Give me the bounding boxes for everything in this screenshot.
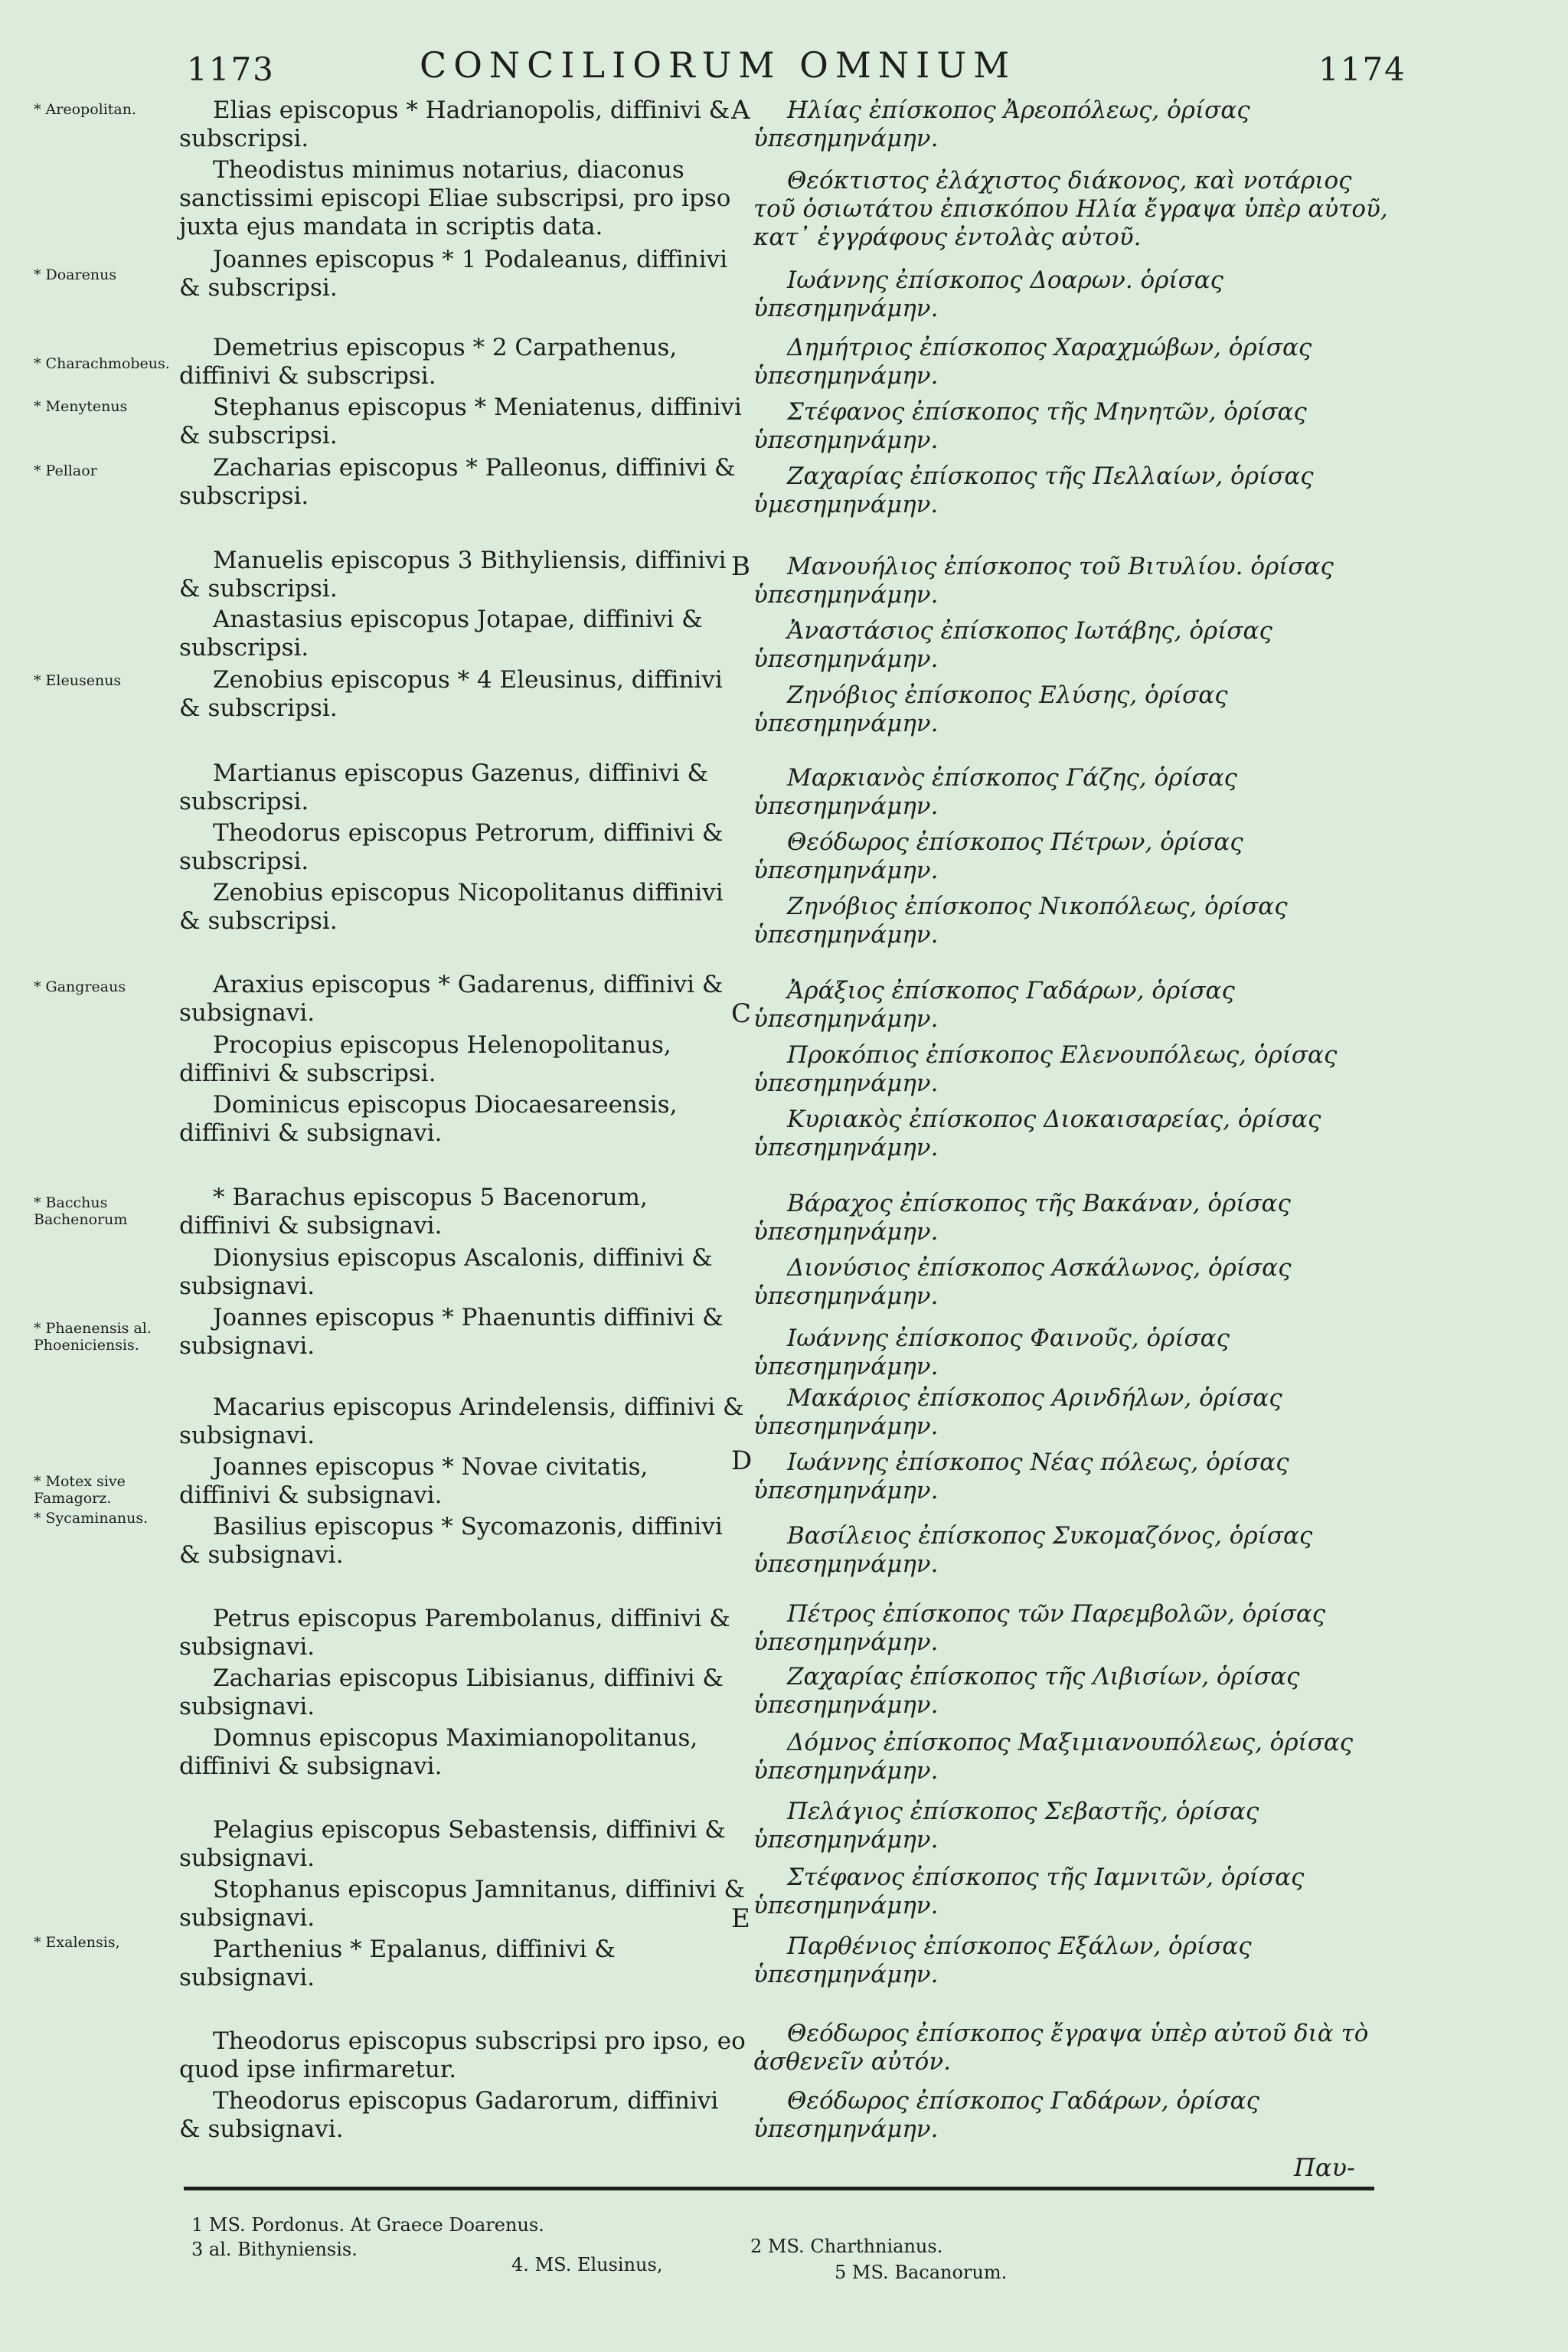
margin-note: * Phaenensis al. Phoeniciensis. — [34, 1320, 152, 1354]
margin-note: * Exalensis, — [34, 1934, 120, 1951]
latin-entry: Martianus episcopus Gazenus, diffinivi & subscripsi. — [179, 760, 709, 815]
latin-entry: Manuelis episcopus 3 Bithyliensis, diffinivi & subscripsi. — [179, 547, 727, 603]
margin-note: * Menytenus — [34, 398, 128, 415]
margin-note: * Eleusenus — [34, 672, 122, 689]
latin-entry: Anastasius episcopus Jotapae, diffinivi & subscripsi. — [179, 606, 703, 662]
page-number-left: 1173 — [187, 51, 275, 88]
section-letter-b: B — [731, 551, 750, 582]
margin-note: * Bacchus Bachenorum — [34, 1194, 128, 1228]
latin-entry: Elias episcopus * Hadrianopolis, diffinivi & subscripsi. — [179, 96, 730, 152]
greek-entry: Ιωάννης ἐπίσκοπος Φαινοῦς, ὁρίσας ὑπεσημηνάμην. — [753, 1325, 1230, 1380]
greek-entry: Ζηνόβιος ἐπίσκοπος Νικοπόλεως, ὁρίσας ὑπεσημηνάμην. — [753, 893, 1288, 949]
greek-entry: Βασίλειος ἐπίσκοπος Συκομαζόνος, ὁρίσας ὑπεσημηνάμην. — [753, 1522, 1313, 1578]
page-number-right: 1174 — [1318, 51, 1406, 88]
latin-entry: Theodorus episcopus Gadarorum, diffinivi & subsignavi. — [179, 2087, 719, 2143]
greek-entry: Ζαχαρίας ἐπίσκοπος τῆς Πελλαίων, ὁρίσας ὑμεσημηνάμην. — [753, 462, 1314, 518]
greek-entry: Δημήτριος ἐπίσκοπος Χαραχμώβων, ὁρίσας ὑπεσημηνάμην. — [753, 334, 1312, 390]
footnote: 2 MS. Charthnianus. — [750, 2236, 943, 2257]
greek-entry: Πελάγιος ἐπίσκοπος Σεβαστῆς, ὁρίσας ὑπεσημηνάμην. — [753, 1798, 1259, 1854]
latin-entry: Dominicus episcopus Diocaesareensis, diffinivi & subsignavi. — [179, 1091, 678, 1147]
greek-entry: Διονύσιος ἐπίσκοπος Ασκάλωνος, ὁρίσας ὑπεσημηνάμην. — [753, 1254, 1292, 1310]
latin-entry: Zenobius episcopus * 4 Eleusinus, diffinivi & subscripsi. — [179, 666, 723, 722]
latin-entry: Parthenius * Epalanus, diffinivi & subsignavi. — [179, 1936, 616, 1991]
latin-entry: Petrus episcopus Parembolanus, diffinivi & subsignavi. — [179, 1605, 730, 1661]
footnote: 1 MS. Pordonus. At Graece Doarenus. — [191, 2214, 544, 2236]
greek-entry: Θεόδωρος ἐπίσκοπος Πέτρων, ὁρίσας ὑπεσημηνάμην. — [753, 828, 1243, 884]
latin-entry: Zacharias episcopus * Palleonus, diffinivi & subscripsi. — [179, 454, 736, 510]
greek-entry: Μαρκιανὸς ἐπίσκοπος Γάζης, ὁρίσας ὑπεσημηνάμην. — [753, 764, 1238, 820]
section-letter-d: D — [731, 1446, 753, 1476]
latin-entry: Basilius episcopus * Sycomazonis, diffinivi & subsignavi. — [179, 1513, 723, 1569]
latin-entry: Zacharias episcopus Libisianus, diffinivi & subsignavi. — [179, 1664, 724, 1720]
section-letter-c: C — [731, 998, 752, 1029]
running-title: CONCILIORUM OMNIUM — [420, 44, 1017, 86]
latin-entry: Joannes episcopus * Novae civitatis, diffinivi & subsignavi. — [179, 1453, 648, 1509]
greek-entry: Ηλίας ἐπίσκοπος Ἀρεοπόλεως, ὁρίσας ὑπεσημηνάμην. — [753, 96, 1250, 152]
greek-entry: Μακάριος ἐπίσκοπος Αρινδήλων, ὁρίσας ὑπεσημηνάμην. — [753, 1384, 1282, 1440]
latin-entry: Araxius episcopus * Gadarenus, diffinivi & subsignavi. — [179, 971, 724, 1027]
catchword: Παυ- — [1294, 2153, 1355, 2182]
greek-entry: Ἀναστάσιος ἐπίσκοπος Ιωτάβης, ὁρίσας ὑπεσημηνάμην. — [753, 617, 1272, 673]
latin-entry: Macarius episcopus Arindelensis, diffinivi & subsignavi. — [179, 1393, 744, 1449]
greek-entry: Προκόπιος ἐπίσκοπος Ελενουπόλεως, ὁρίσας ὑπεσημηνάμην. — [753, 1041, 1338, 1097]
footnote-rule — [184, 2187, 1374, 2190]
margin-note: * Doarenus — [34, 266, 117, 283]
greek-entry: Παρθένιος ἐπίσκοπος Εξάλων, ὁρίσας ὑπεσημηνάμην. — [753, 1932, 1252, 1988]
margin-note: * Gangreaus — [34, 978, 126, 995]
greek-entry: Κυριακὸς ἐπίσκοπος Διοκαισαρείας, ὁρίσας ὑπεσημηνάμην. — [753, 1106, 1321, 1161]
latin-entry: Stophanus episcopus Jamnitanus, diffinivi & subsignavi. — [179, 1876, 746, 1932]
greek-entry: Ζηνόβιος ἐπίσκοπος Ελύσης, ὁρίσας ὑπεσημηνάμην. — [753, 681, 1228, 737]
greek-entry: Βάραχος ἐπίσκοπος τῆς Βακάναν, ὁρίσας ὑπεσημηνάμην. — [753, 1190, 1291, 1246]
greek-entry: Ιωάννης ἐπίσκοπος Δοαρων. ὁρίσας ὑπεσημηνάμην. — [753, 266, 1224, 322]
latin-entry: Domnus episcopus Maximianopolitanus, diffinivi & subsignavi. — [179, 1724, 698, 1780]
footnote: 3 al. Bithyniensis. — [191, 2239, 358, 2260]
latin-entry: * Barachus episcopus 5 Bacenorum, diffinivi & subsignavi. — [179, 1184, 648, 1240]
latin-entry: Stephanus episcopus * Meniatenus, diffinivi & subscripsi. — [179, 394, 742, 449]
latin-entry: Zenobius episcopus Nicopolitanus diffinivi & subscripsi. — [179, 879, 724, 935]
margin-note: * Sycaminanus. — [34, 1510, 149, 1527]
section-letter-a: A — [731, 95, 750, 126]
greek-entry: Θεόδωρος ἐπίσκοπος Γαδάρων, ὁρίσας ὑπεσημηνάμην. — [753, 2087, 1259, 2143]
greek-entry: Στέφανος ἐπίσκοπος τῆς Ιαμνιτῶν, ὁρίσας ὑπεσημηνάμην. — [753, 1864, 1305, 1919]
latin-entry: Demetrius episcopus * 2 Carpathenus, diffinivi & subscripsi. — [179, 334, 678, 390]
greek-entry: Μανουήλιος ἐπίσκοπος τοῦ Βιτυλίου. ὁρίσας ὑπεσημηνάμην. — [753, 553, 1334, 609]
margin-note: * Charachmobeus. — [34, 355, 170, 372]
greek-entry: Θεόδωρος ἐπίσκοπος ἔγραψα ὑπὲρ αὐτοῦ διὰ τὸ ἀσθενεῖν αὐτόν. — [753, 2020, 1369, 2076]
margin-note: * Areopolitan. — [34, 101, 137, 118]
latin-entry: Procopius episcopus Helenopolitanus, diffinivi & subscripsi. — [179, 1031, 671, 1087]
greek-entry: Στέφανος ἐπίσκοπος τῆς Μηνητῶν, ὁρίσας ὑπεσημηνάμην. — [753, 398, 1307, 454]
latin-entry: Theodorus episcopus subscripsi pro ipso, eo quod ipse infirmaretur. — [179, 2027, 746, 2083]
latin-entry: Theodistus minimus notarius, diaconus sanctissimi episcopi Eliae subscripsi, pro ipso juxta ejus mandata in scriptis data. — [179, 156, 731, 240]
section-letter-e: E — [731, 1903, 750, 1934]
greek-entry: Ιωάννης ἐπίσκοπος Νέας πόλεως, ὁρίσας ὑπεσημηνάμην. — [753, 1449, 1289, 1504]
latin-entry: Joannes episcopus * Phaenuntis diffinivi & subsignavi. — [179, 1304, 724, 1360]
greek-entry: Δόμνος ἐπίσκοπος Μαξιμιανουπόλεως, ὁρίσας ὑπεσημηνάμην. — [753, 1729, 1354, 1785]
footnote: 4. MS. Elusinus, — [511, 2254, 663, 2275]
latin-entry: Dionysius episcopus Ascalonis, diffinivi & subsignavi. — [179, 1244, 713, 1300]
margin-note: * Motex sive Famagorz. — [34, 1473, 126, 1507]
margin-note: * Pellaor — [34, 462, 97, 479]
greek-entry: Θεόκτιστος ἐλάχιστος διάκονος, καὶ νοτάριος τοῦ ὁσιωτάτου ἐπισκόπου Ηλία ἔγραψα ὑπὲρ αὐτοῦ, κατ᾽ ἐγγράφους ἐντολὰς αὐτοῦ. — [753, 167, 1388, 251]
footnote: 5 MS. Bacanorum. — [835, 2262, 1008, 2283]
latin-entry: Theodorus episcopus Petrorum, diffinivi & subscripsi. — [179, 819, 724, 875]
greek-entry: Ἀράξιος ἐπίσκοπος Γαδάρων, ὁρίσας ὑπεσημηνάμην. — [753, 977, 1235, 1033]
latin-entry: Joannes episcopus * 1 Podaleanus, diffinivi & subscripsi. — [179, 246, 728, 302]
greek-entry: Ζαχαρίας ἐπίσκοπος τῆς Λιβισίων, ὁρίσας ὑπεσημηνάμην. — [753, 1663, 1300, 1719]
greek-entry: Πέτρος ἐπίσκοπος τῶν Παρεμβολῶν, ὁρίσας ὑπεσημηνάμην. — [753, 1600, 1326, 1656]
latin-entry: Pelagius episcopus Sebastensis, diffinivi & subsignavi. — [179, 1816, 726, 1872]
